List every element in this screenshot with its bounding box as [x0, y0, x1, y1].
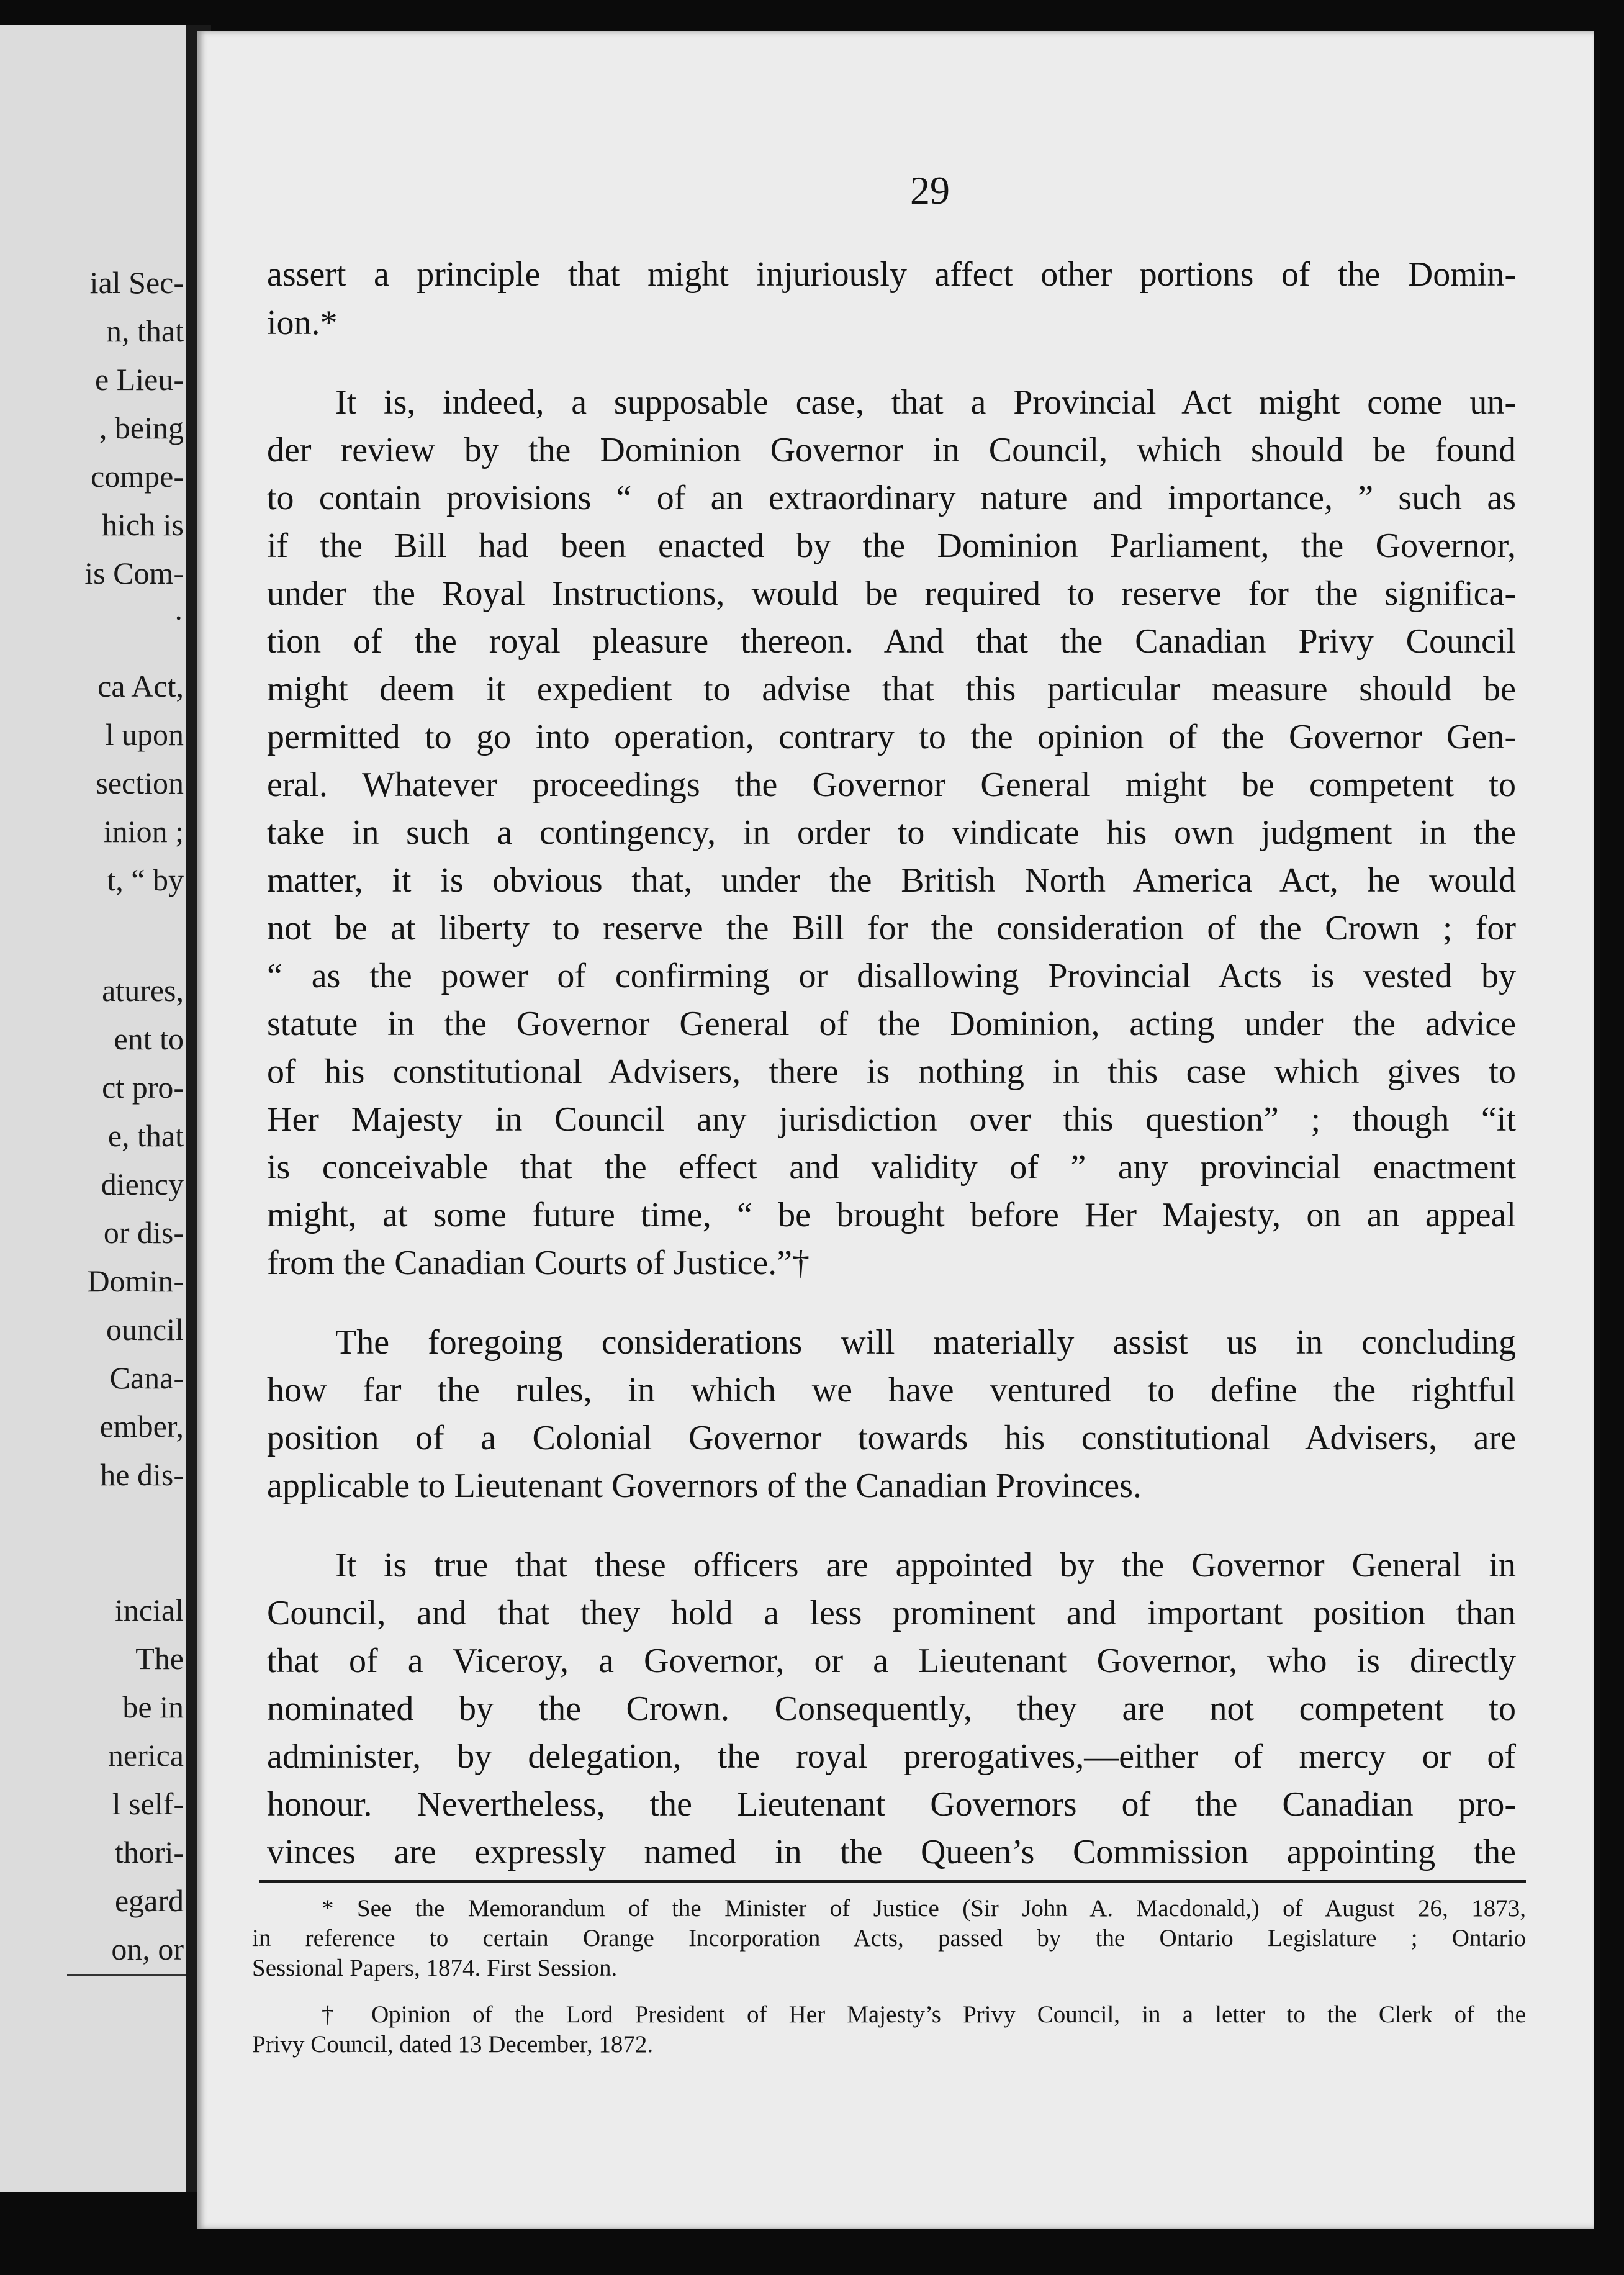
text-line: nominated by the Crown. Consequently, they are not competent to [267, 1689, 1516, 1728]
left-page-line: ent to [114, 1021, 184, 1056]
left-page-line: ouncil [106, 1312, 184, 1347]
text-line: der review by the Dominion Governor in Council, which should be found [267, 431, 1516, 469]
footnote-line: in reference to certain Orange Incorporation Acts, passed by the Ontario Legislature ; Ontario [252, 1925, 1526, 1952]
left-page-line: nerica [107, 1738, 184, 1773]
text-line: applicable to Lieutenant Governors of the Canadian Provinces. [267, 1467, 1142, 1505]
left-page-line: The [135, 1641, 184, 1676]
text-line: honour. Nevertheless, the Lieutenant Governors of the Canadian pro- [267, 1785, 1516, 1824]
left-page-line: ial Sec- [89, 265, 184, 300]
footnote-rule [259, 1880, 1526, 1883]
left-page-line: be in [122, 1689, 184, 1724]
left-page-line: · [173, 600, 184, 635]
text-line: matter, it is obvious that, under the British North America Act, he would [267, 861, 1516, 900]
footnote-line: Privy Council, dated 13 December, 1872. [252, 2031, 654, 2058]
left-page-line: Cana- [109, 1360, 184, 1395]
text-line: eral. Whatever proceedings the Governor General might be competent to [267, 766, 1516, 804]
left-page-line: l upon [105, 717, 184, 752]
left-page-line: is Com- [84, 556, 184, 590]
text-line: how far the rules, in which we have ventured to define the rightful [267, 1371, 1516, 1409]
text-line: might deem it expedient to advise that this particular measure should be [267, 670, 1516, 708]
text-line: take in such a contingency, in order to vindicate his own judgment in the [267, 813, 1516, 852]
text-line: of his constitutional Advisers, there is nothing in this case which gives to [267, 1052, 1516, 1091]
text-line: It is, indeed, a supposable case, that a Provincial Act might come un- [335, 383, 1516, 422]
left-page-line: ember, [99, 1409, 184, 1444]
text-line: if the Bill had been enacted by the Dominion Parliament, the Governor, [267, 527, 1516, 565]
text-line: Council, and that they hold a less prominent and important position than [267, 1594, 1516, 1632]
text-line: permitted to go into operation, contrary to the opinion of the Governor Gen- [267, 718, 1516, 756]
footnote-line: * See the Memorandum of the Minister of Justice (Sir John A. Macdonald,) of August 26, 1873, [322, 1895, 1526, 1922]
left-page-line: atures, [102, 973, 184, 1008]
text-line: administer, by delegation, the royal prerogatives,—either of mercy or of [267, 1737, 1516, 1776]
text-line: not be at liberty to reserve the Bill for the consideration of the Crown ; for [267, 909, 1516, 948]
left-page-footnote-rule [67, 1974, 197, 1976]
left-page-line: l self- [112, 1786, 184, 1821]
left-page-line: e, that [107, 1118, 184, 1153]
page [197, 31, 1594, 2229]
page-number: 29 [910, 168, 950, 212]
text-line: under the Royal Instructions, would be required to reserve for the significa- [267, 574, 1516, 613]
previous-page-fragment [0, 25, 197, 2192]
text-line: vinces are expressly named in the Queen’s Commission appointing the [267, 1833, 1516, 1871]
text-line: assert a principle that might injuriously affect other portions of the Domin- [267, 255, 1516, 294]
left-page-line: ct pro- [102, 1070, 184, 1105]
left-page-line: , being [99, 410, 184, 445]
text-line: statute in the Governor General of the Dominion, acting under the advice [267, 1005, 1516, 1043]
left-page-line: compe- [91, 459, 184, 494]
text-line: ion.* [267, 304, 338, 342]
text-line: to contain provisions “ of an extraordinary nature and importance, ” such as [267, 479, 1516, 517]
left-page-line: ca Act, [97, 669, 184, 703]
left-page-line: hich is [102, 507, 184, 542]
left-page-line: e Lieu- [95, 362, 184, 397]
left-page-line: egard [114, 1883, 184, 1918]
left-page-line: on, or [111, 1932, 184, 1966]
left-page-line: Domin- [87, 1264, 184, 1298]
text-line: position of a Colonial Governor towards his constitutional Advisers, are [267, 1419, 1516, 1457]
text-line: is conceivable that the effect and validity of ” any provincial enactment [267, 1148, 1516, 1187]
footnote-line: † Opinion of the Lord President of Her Majesty’s Privy Council, in a letter to the Clerk of the [322, 2001, 1526, 2028]
left-page-line: incial [114, 1593, 184, 1627]
left-page-line: n, that [106, 314, 184, 348]
footnote-line: Sessional Papers, 1874. First Session. [252, 1955, 618, 1981]
text-line: It is true that these officers are appointed by the Governor General in [335, 1546, 1516, 1585]
left-page-line: diency [101, 1167, 184, 1201]
left-page-line: inion ; [103, 814, 184, 849]
text-line: might, at some future time, “ be brought before Her Majesty, on an appeal [267, 1196, 1516, 1234]
text-line: that of a Viceroy, a Governor, or a Lieutenant Governor, who is directly [267, 1642, 1516, 1680]
left-page-line: or dis- [103, 1215, 184, 1250]
text-line: Her Majesty in Council any jurisdiction over this question” ; though “it [267, 1100, 1516, 1139]
text-line: “ as the power of confirming or disallowing Provincial Acts is vested by [267, 957, 1516, 995]
text-line: from the Canadian Courts of Justice.”† [267, 1244, 810, 1282]
left-page-line: thori- [114, 1835, 184, 1870]
text-line: The foregoing considerations will materially assist us in concluding [335, 1323, 1516, 1362]
left-page-line: he dis- [100, 1457, 184, 1492]
text-line: tion of the royal pleasure thereon. And that the Canadian Privy Council [267, 622, 1516, 661]
left-page-line: section [96, 766, 184, 800]
left-page-line: t, “ by [107, 862, 184, 897]
